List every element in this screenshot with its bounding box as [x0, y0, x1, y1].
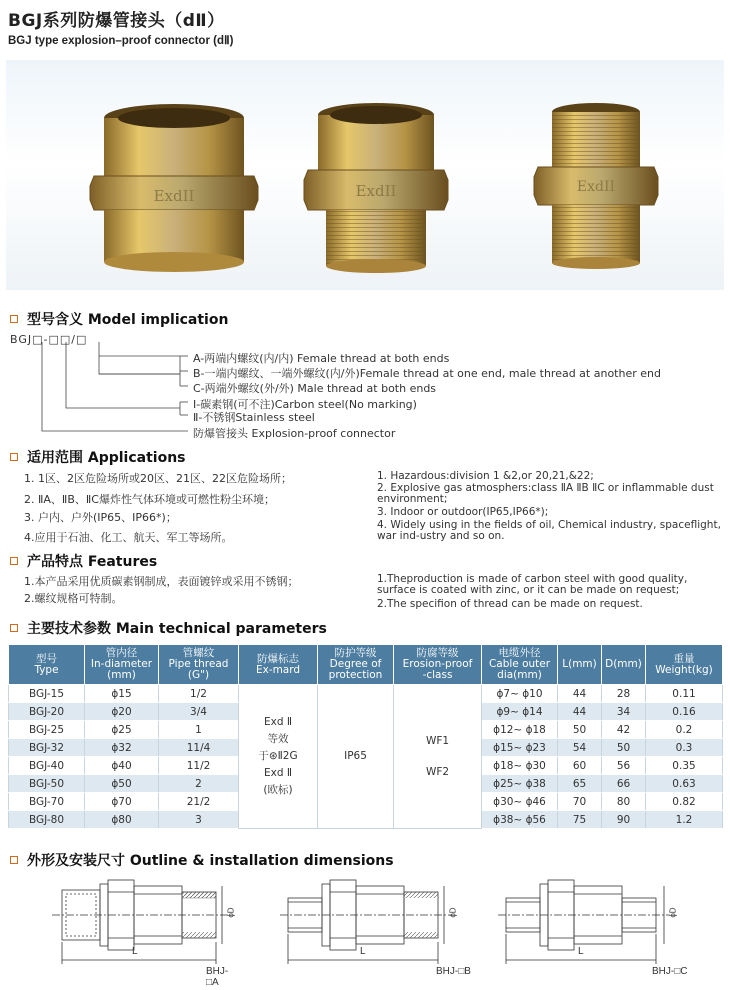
header-pipe-thread: 管螺纹 Pipe thread (G")	[159, 645, 239, 685]
cell-length: 75	[558, 811, 602, 829]
header-ex-mark: 防爆标志 Ex-mard	[239, 645, 318, 685]
cell-diameter: 42	[602, 721, 646, 739]
bullet-square-icon	[10, 453, 18, 461]
application-en-4: 4. Widely using in the fields of oil, Chemical industry, spaceflight, war ind-ustry and so on.	[377, 519, 721, 542]
dim-length-a: L	[132, 946, 138, 957]
cell-pipe-thread: 21/2	[159, 793, 239, 811]
cell-length: 44	[558, 703, 602, 721]
cell-in-diameter: ɸ15	[85, 685, 159, 703]
feature-en-2: 2.The specifion of thread can be made on request.	[377, 598, 643, 610]
header-length: L(mm)	[558, 645, 602, 685]
page-subtitle: BGJ type explosion–proof connector (dⅡ)	[8, 35, 234, 47]
cell-in-diameter: ɸ80	[85, 811, 159, 829]
header-diameter: D(mm)	[602, 645, 646, 685]
cell-cable-dia: ɸ38~ ɸ56	[482, 811, 558, 829]
application-cn-3: 3. 户内、户外(IP65、IP66*)；	[24, 511, 177, 524]
cell-diameter: 34	[602, 703, 646, 721]
ex-mark-b: ExdII	[355, 182, 397, 200]
cell-erosion: WF1 WF2	[394, 685, 482, 829]
cell-length: 70	[558, 793, 602, 811]
cell-type: BGJ-25	[9, 721, 85, 739]
cell-cable-dia: ɸ9~ ɸ14	[482, 703, 558, 721]
applications-section-title: 适用范围 Applications	[10, 447, 186, 467]
application-en-2: 2. Explosive gas atmosphers:class ⅡA ⅡB ⅡC or inflammable dust environment;	[377, 482, 714, 505]
feature-cn-2: 2.螺纹规格可特制。	[24, 592, 123, 605]
cell-weight: 0.63	[646, 775, 723, 793]
cell-length: 54	[558, 739, 602, 757]
product-b-image	[304, 103, 448, 273]
bullet-square-icon	[10, 624, 18, 632]
ex-mark-a: ExdII	[153, 187, 195, 205]
cell-protection: IP65	[318, 685, 394, 829]
product-c-image	[534, 103, 658, 269]
ex-mark-c: ExdII	[576, 179, 616, 195]
dim-length-c: L	[578, 946, 584, 957]
feature-en-1: 1.Theproduction is made of carbon steel with good quality, surface is coated with zinc, or it can be made on request;	[377, 573, 688, 596]
feature-cn-1: 1.本产品采用优质碳素钢制成，表面镀锌或采用不锈钢；	[24, 575, 299, 588]
cell-weight: 0.35	[646, 757, 723, 775]
drawing-label-c: BHJ-□C	[652, 966, 688, 977]
header-type: 型号 Type	[9, 645, 85, 685]
cell-type: BGJ-40	[9, 757, 85, 775]
model-desc-b: B-一端内螺纹、一端外螺纹(内/外)Female thread at one end, male thread at another end	[193, 367, 661, 380]
cell-ex-mark: Exd Ⅱ 等效 于⊛Ⅱ2G Exd Ⅱ (欧标)	[239, 685, 318, 829]
cell-weight: 0.82	[646, 793, 723, 811]
dim-diameter-a: ɸD	[226, 907, 236, 918]
cell-length: 50	[558, 721, 602, 739]
cell-type: BGJ-32	[9, 739, 85, 757]
cell-diameter: 80	[602, 793, 646, 811]
drawing-label-b: BHJ-□B	[436, 966, 471, 977]
model-desc-connector: 防爆管接头 Explosion-proof connector	[193, 427, 396, 440]
cell-cable-dia: ɸ25~ ɸ38	[482, 775, 558, 793]
cell-pipe-thread: 3	[159, 811, 239, 829]
cell-type: BGJ-20	[9, 703, 85, 721]
cell-in-diameter: ɸ32	[85, 739, 159, 757]
cell-weight: 0.16	[646, 703, 723, 721]
model-code: BGJ□-□□/□	[10, 333, 88, 346]
cell-pipe-thread: 1/2	[159, 685, 239, 703]
product-a-image	[90, 104, 258, 272]
outline-drawing-b	[280, 872, 480, 982]
model-desc-carbon: Ⅰ-碳素钢(可不注)Carbon steel(No marking)	[193, 398, 417, 411]
cell-in-diameter: ɸ50	[85, 775, 159, 793]
features-section-title: 产品特点 Features	[10, 551, 157, 571]
header-erosion: 防腐等级 Erosion-proof -class	[394, 645, 482, 685]
cell-pipe-thread: 3/4	[159, 703, 239, 721]
dim-length-b: L	[360, 946, 366, 957]
cell-diameter: 50	[602, 739, 646, 757]
header-cable-dia: 电缆外径 Cable outer dia(mm)	[482, 645, 558, 685]
outline-drawing-a	[40, 872, 240, 988]
bullet-square-icon	[10, 557, 18, 565]
cell-length: 60	[558, 757, 602, 775]
header-protection: 防护等级 Degree of protection	[318, 645, 394, 685]
cell-in-diameter: ɸ20	[85, 703, 159, 721]
cell-type: BGJ-80	[9, 811, 85, 829]
drawing-label-a: BHJ-□A	[206, 966, 229, 988]
application-cn-1: 1. 1区、2区危险场所或20区、21区、22区危险场所；	[24, 472, 292, 485]
application-cn-2: 2. ⅡA、ⅡB、ⅡC爆炸性气体环境或可燃性粉尘环境；	[24, 493, 275, 506]
dim-diameter-b: ɸD	[448, 907, 458, 918]
cell-in-diameter: ɸ70	[85, 793, 159, 811]
outline-drawing-c	[498, 872, 708, 982]
cell-weight: 0.3	[646, 739, 723, 757]
model-desc-a: A-两端内螺纹(内/内) Female thread at both ends	[193, 352, 450, 365]
model-section-title: 型号含义 Model implication	[10, 309, 228, 329]
params-table	[8, 644, 723, 829]
bullet-square-icon	[10, 856, 18, 864]
outline-section-title: 外形及安装尺寸 Outline & installation dimensions	[10, 850, 394, 870]
cell-type: BGJ-15	[9, 685, 85, 703]
application-en-3: 3. Indoor or outdoor(IP65,IP66*);	[377, 506, 549, 518]
header-in-diameter: 管内径 In-diameter (mm)	[85, 645, 159, 685]
cell-weight: 0.2	[646, 721, 723, 739]
model-desc-c: C-两端外螺纹(外/外) Male thread at both ends	[193, 382, 437, 395]
cell-weight: 0.11	[646, 685, 723, 703]
cell-length: 65	[558, 775, 602, 793]
table-row	[9, 685, 723, 703]
cell-pipe-thread: 2	[159, 775, 239, 793]
cell-weight: 1.2	[646, 811, 723, 829]
cell-cable-dia: ɸ12~ ɸ18	[482, 721, 558, 739]
cell-cable-dia: ɸ30~ ɸ46	[482, 793, 558, 811]
cell-diameter: 56	[602, 757, 646, 775]
cell-cable-dia: ɸ7~ ɸ10	[482, 685, 558, 703]
model-desc-stainless: Ⅱ-不锈钢Stainless steel	[193, 411, 315, 424]
params-header-row	[9, 645, 723, 685]
cell-cable-dia: ɸ15~ ɸ23	[482, 739, 558, 757]
cell-pipe-thread: 11/2	[159, 757, 239, 775]
page-title: BGJ系列防爆管接头（dⅡ）	[8, 11, 225, 31]
params-section-title: 主要技术参数 Main technical parameters	[10, 618, 327, 638]
cell-type: BGJ-70	[9, 793, 85, 811]
cell-length: 44	[558, 685, 602, 703]
cell-in-diameter: ɸ25	[85, 721, 159, 739]
dim-diameter-c: ɸD	[668, 907, 678, 918]
application-cn-4: 4.应用于石油、化工、航天、军工等场所。	[24, 531, 233, 544]
cell-pipe-thread: 11/4	[159, 739, 239, 757]
product-photo-band	[6, 60, 724, 290]
cell-type: BGJ-50	[9, 775, 85, 793]
cell-in-diameter: ɸ40	[85, 757, 159, 775]
application-en-1: 1. Hazardous:division 1 &2,or 20,21,&22;	[377, 470, 594, 482]
cell-pipe-thread: 1	[159, 721, 239, 739]
header-weight: 重量 Weight(kg)	[646, 645, 723, 685]
cell-diameter: 28	[602, 685, 646, 703]
cell-cable-dia: ɸ18~ ɸ30	[482, 757, 558, 775]
cell-diameter: 90	[602, 811, 646, 829]
cell-diameter: 66	[602, 775, 646, 793]
